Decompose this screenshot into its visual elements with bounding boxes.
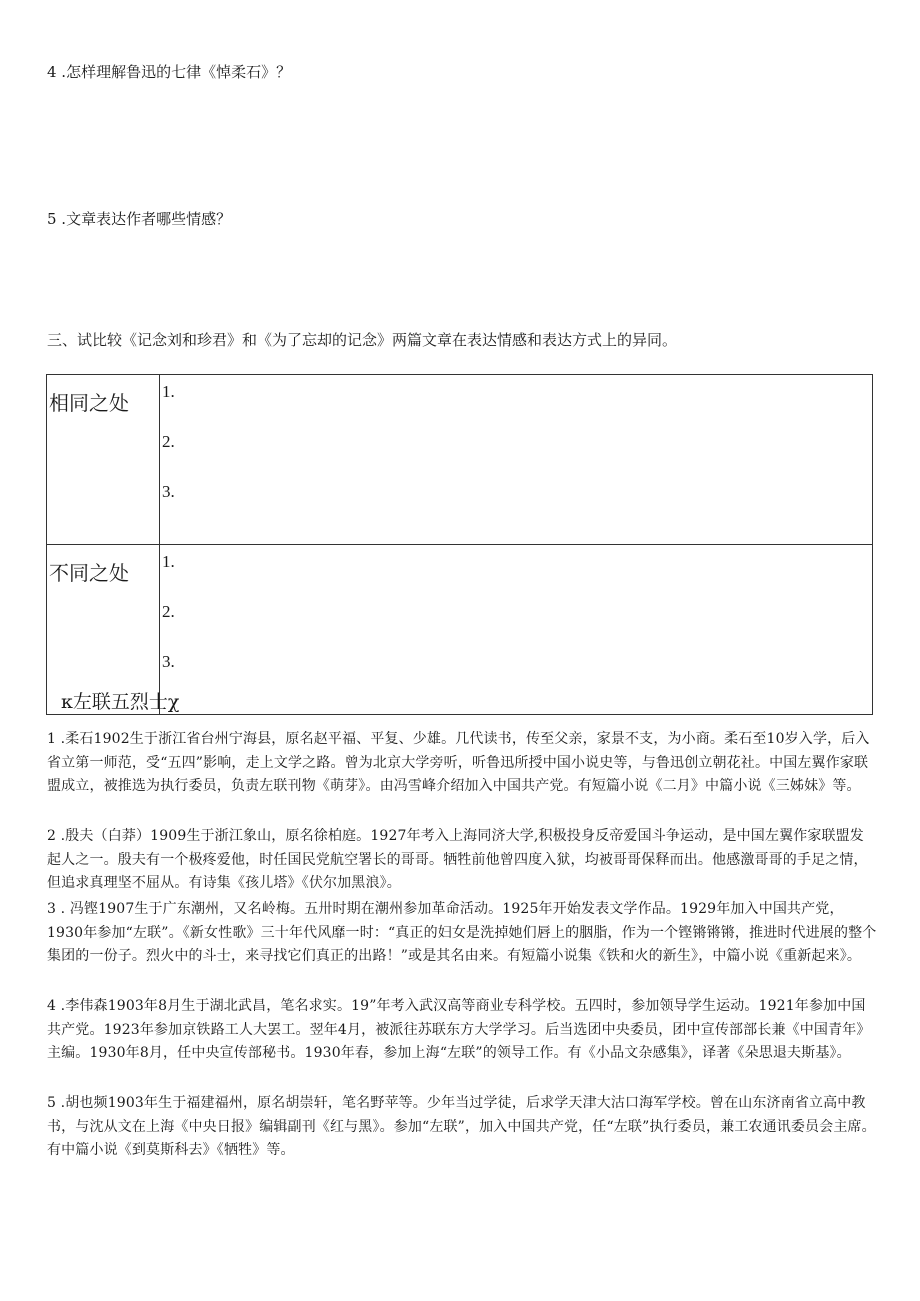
answer-item: 1. <box>162 552 175 571</box>
table-row-differences <box>47 545 873 715</box>
question-4: 4 .怎样理解鲁迅的七律《悼柔石》？ <box>47 63 292 81</box>
section-3-title: 三、试比较《记念刘和珍君》和《为了忘却的记念》两篇文章在表达情感和表达方式上的异同。 <box>47 331 678 349</box>
answer-item: 1. <box>162 382 175 401</box>
differences-answers <box>160 545 873 715</box>
similarities-label: 相同之处 <box>47 375 160 545</box>
martyr-paragraph-feng-keng: 3 . 冯铿1907生于广东潮州，又名岭梅。五卅时期在潮州参加革命活动。1925年开始发表文学作品。1929年加入中国共产党，1930年参加“左联”。《新女性歌》三十年代风靡一时：“真正的妇女是洗掉她们唇上的胭脂，作为一个铿锵锵锵，推进时代进展的整个集团的一份子。烈火中的斗士，来寻找它们真正的出路！”或是其名由来。有短篇小说集《铁和火的新生》，中篇小说《重新起来》。 <box>47 901 877 965</box>
martyr-paragraph-hu-yepin: 5 .胡也频1903年生于福建福州，原名胡崇轩，笔名野苹等。少年当过学徒，后求学天津大沽口海军学校。曾在山东济南省立高中教书，与沈从文在上海《中央日报》编辑副刊《红与黑》。参加“左联”，加入中国共产党，任“左联”执行委员，兼工农通讯委员会主席。有中篇小说《到莫斯科去》《牺牲》等。 <box>47 1095 876 1159</box>
comparison-table <box>46 374 873 715</box>
answer-item: 3. <box>162 482 175 501</box>
similarities-answers <box>160 375 873 545</box>
question-5: 5 .文章表达作者哪些情感？ <box>47 210 232 228</box>
answer-item: 2. <box>162 432 175 451</box>
table-row-similarities <box>47 375 873 545</box>
answer-item: 3. <box>162 652 175 671</box>
martyr-paragraph-li-weisen: 4 .李伟森1903年8月生于湖北武昌，笔名求实。19”年考入武汉高等商业专科学校。五四时，参加领导学生运动。1921年参加中国共产党。1923年参加京铁路工人大罢工。翌年4月，被派往苏联东方大学学习。后当选团中央委员，团中宣传部部长兼《中国青年》主编。1930年8月，任中央宣传部秘书。1930年春，参加上海“左联”的领导工作。有《小品文杂感集》，译著《朵思退夫斯基》。 <box>47 998 871 1062</box>
differences-label: 不同之处 <box>47 545 160 715</box>
martyr-paragraph-rou-shi: 1 .柔石1902生于浙江省台州宁海县，原名赵平福、平复、少雄。几代读书，传至父亲，家景不支，为小商。柔石至10岁入学，后入省立第一师范，受“五四”影响，走上文学之路。曾为北京大学旁听，听鲁迅所授中国小说史等，与鲁迅创立朝花社。中国左翼作家联盟成立，被推选为执行委员，负责左联刊物《萌芽》。由冯雪峰介绍加入中国共产党。有短篇小说《二月》中篇小说《三姊妹》等。 <box>47 731 870 795</box>
martyrs-heading: κ左联五烈士χ <box>61 691 180 713</box>
answer-item: 2. <box>162 602 175 621</box>
martyr-paragraph-yin-fu: 2 .殷夫（白莽）1909生于浙江象山，原名徐柏庭。1927年考入上海同济大学,积极投身反帝爱国斗争运动，是中国左翼作家联盟发起人之一。殷夫有一个极疼爱他，时任国民党航空署长的哥哥。牺牲前他曾四度入狱，均被哥哥保释而出。他感激哥哥的手足之情，但追求真理坚不屈从。有诗集《孩儿塔》《伏尔加黑浪》。 <box>47 828 868 892</box>
